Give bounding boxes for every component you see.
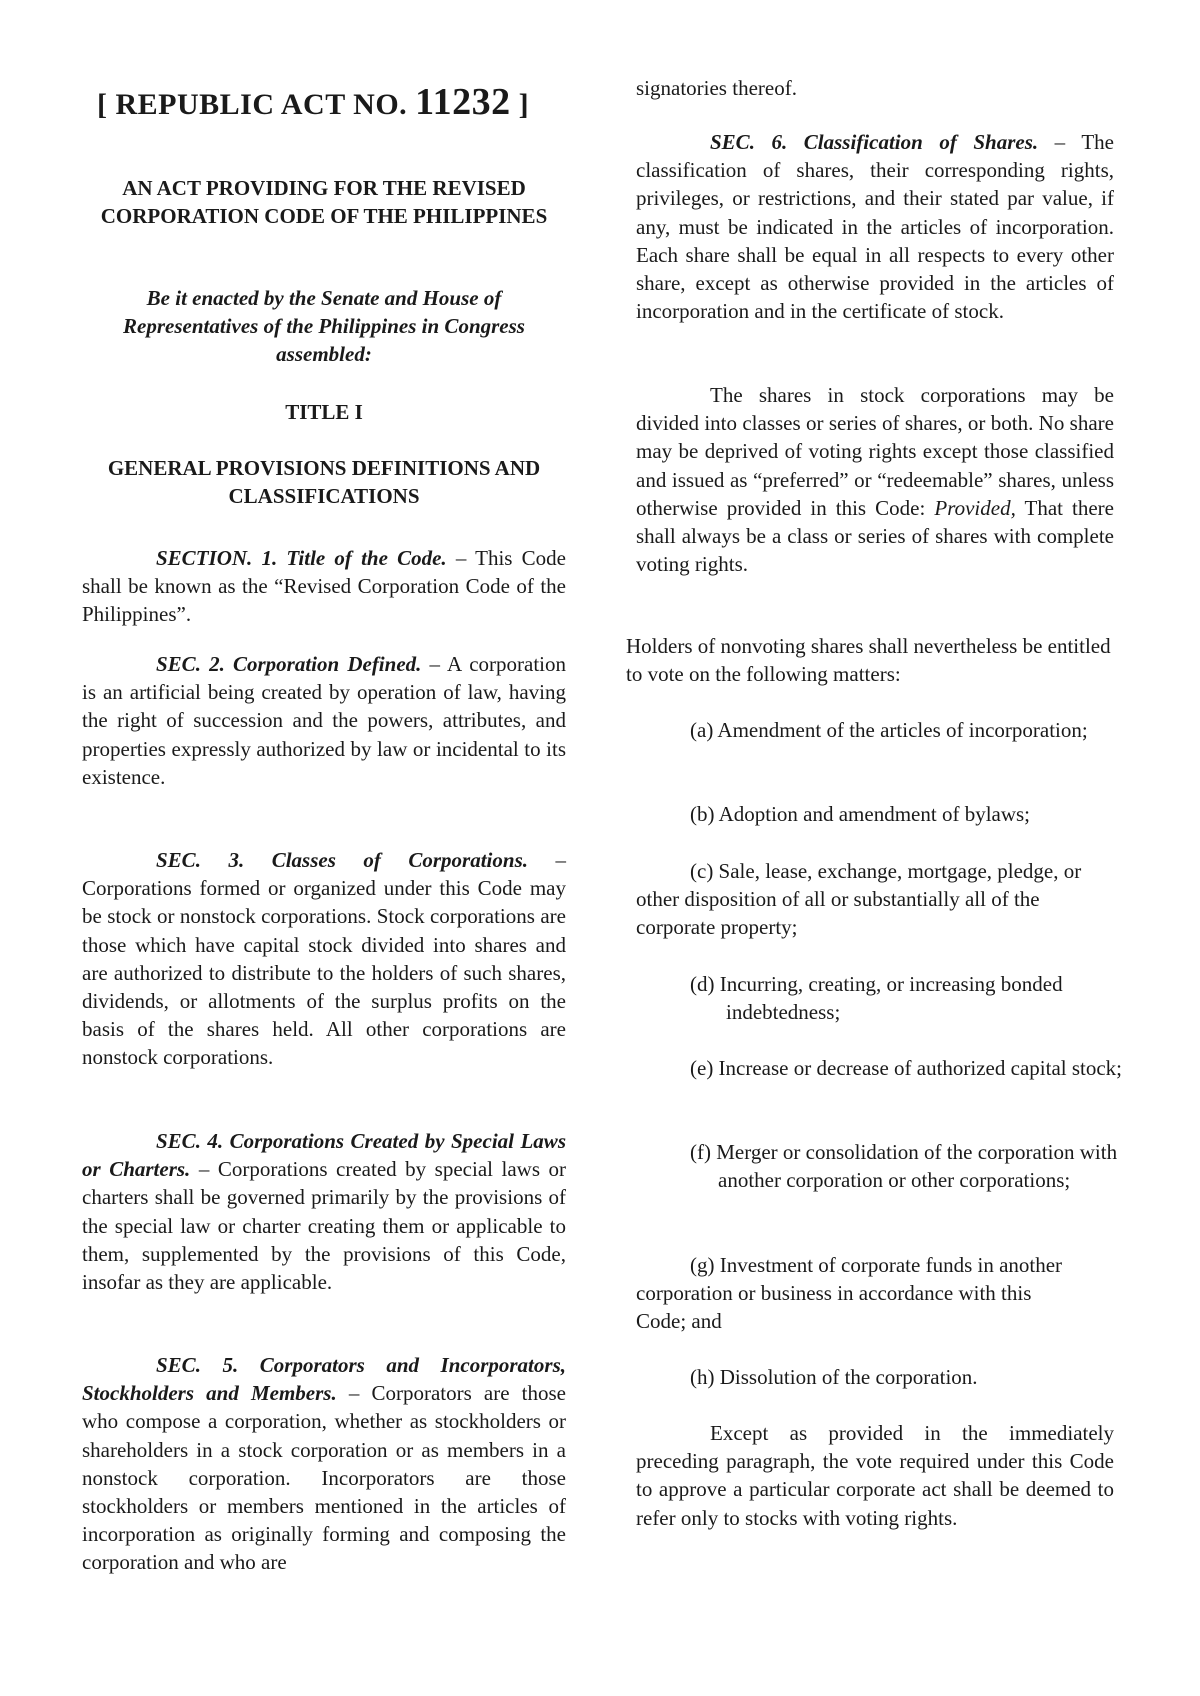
title-label: TITLE I [285,400,363,424]
section-4-heading: SEC. 4. Corporations Created by Special Laws or Charters. [82,1129,566,1182]
list-item-f: (f) Merger or consolidation of the corporation with another corporation or other corporations; [690,1140,1118,1193]
section-3-heading: SEC. 3. Classes of Corporations. [156,848,528,872]
list-item-h: (h) Dissolution of the corporation. [690,1365,978,1389]
section-5-heading: SEC. 5. Corporators and Incorporators, Stockholders and Members. [82,1353,566,1406]
section-5-body: – Corporators are those who compose a corporation, whether as stockholders or shareholders in a stock corporation or as members in a nonstock corporation. Incorporators are those stockholders or members mentioned in the articles of incorporation as originally forming and composing the corporation and who are [82,1381,567,1575]
section-6 [636,128,1114,325]
list-item-c: (c) Sale, lease, exchange, mortgage, pledge, or other disposition of all or substantially all of the corporate property; [636,859,1082,940]
section-5-continued: signatories thereof. [636,76,797,100]
act-title-label: [ REPUBLIC ACT NO. [97,88,408,121]
section-1 [82,544,566,629]
section-6-heading: SEC. 6. Classification of Shares. [710,130,1039,154]
section-2 [82,650,566,791]
list-item-g: (g) Investment of corporate funds in another corporation or business in accordance with this Code; and [636,1253,1063,1334]
list-item-d: (d) Incurring, creating, or increasing bonded indebtedness; [690,972,1063,1025]
section-6-provided: Provided, [934,495,1016,520]
section-4-body: – Corporations created by special laws or charters shall be governed primarily by the provisions of the special law or charter creating them or applicable to them, supplemented by the provisions of this Code, insofar as they are applicable. [82,1157,567,1295]
section-6-para2-b: That there shall always be a class or series of shares with complete voting rights. [636,495,1114,577]
list-item-e: (e) Increase or decrease of authorized capital stock; [690,1056,1123,1080]
section-6-paragraph-3: Holders of nonvoting shares shall nevertheless be entitled to vote on the following matters: [626,634,1111,687]
title-heading: GENERAL PROVISIONS DEFINITIONS AND CLASSIFICATIONS [107,456,541,508]
section-3 [82,846,566,1072]
section-6-paragraph-2 [636,381,1114,578]
section-2-heading: SEC. 2. Corporation Defined. [156,652,422,676]
act-heading: AN ACT PROVIDING FOR THE REVISED CORPORATION CODE OF THE PHILIPPINES [100,176,548,228]
section-4 [82,1127,566,1296]
enacting-clause: Be it enacted by the Senate and House of Representatives of the Philippines in Congress assembled: [123,286,525,366]
act-title [97,80,529,126]
section-1-heading: SECTION. 1. Title of the Code. [156,546,447,570]
section-3-body: – Corporations formed or organized under this Code may be stock or nonstock corporations. Stock corporations are those which have capital stock divided into shares and are authorized to distribute to the holders of such shares, dividends, or allotments of the surplus profits on the basis of the shares held. All other corporations are nonstock corporations. [82,848,566,1070]
section-5 [82,1351,566,1577]
list-item-b: (b) Adoption and amendment of bylaws; [690,802,1031,826]
list-item-a: (a) Amendment of the articles of incorporation; [690,718,1088,742]
section-2-body: – A corporation is an artificial being created by operation of law, having the right of succession and the powers, attributes, and properties expressly authorized by law or incidental to its existence. [82,652,566,789]
act-number: 11232 [415,81,511,123]
section-6-paragraph-4: Except as provided in the immediately preceding paragraph, the vote required under this Code to approve a particular corporate act shall be deemed to refer only to stocks with voting rights. [636,1421,1114,1530]
section-6-para2-a: The shares in stock corporations may be divided into classes or series of shares, or both. No share may be deprived of voting rights except those classified and issued as “preferred” or “redeemable” shares, unless otherwise provided in this Code: [636,383,1114,520]
act-title-close: ] [518,88,530,121]
section-1-body: – This Code shall be known as the “Revised Corporation Code of the Philippines”. [82,546,566,627]
section-6-body: – The classification of shares, their corresponding rights, privileges, or restrictions, and their stated par value, if any, must be indicated in the articles of incorporation. Each share shall be equal in all respects to every other share, except as otherwise provided in the articles of incorporation and in the certificate of stock. [636,130,1114,324]
